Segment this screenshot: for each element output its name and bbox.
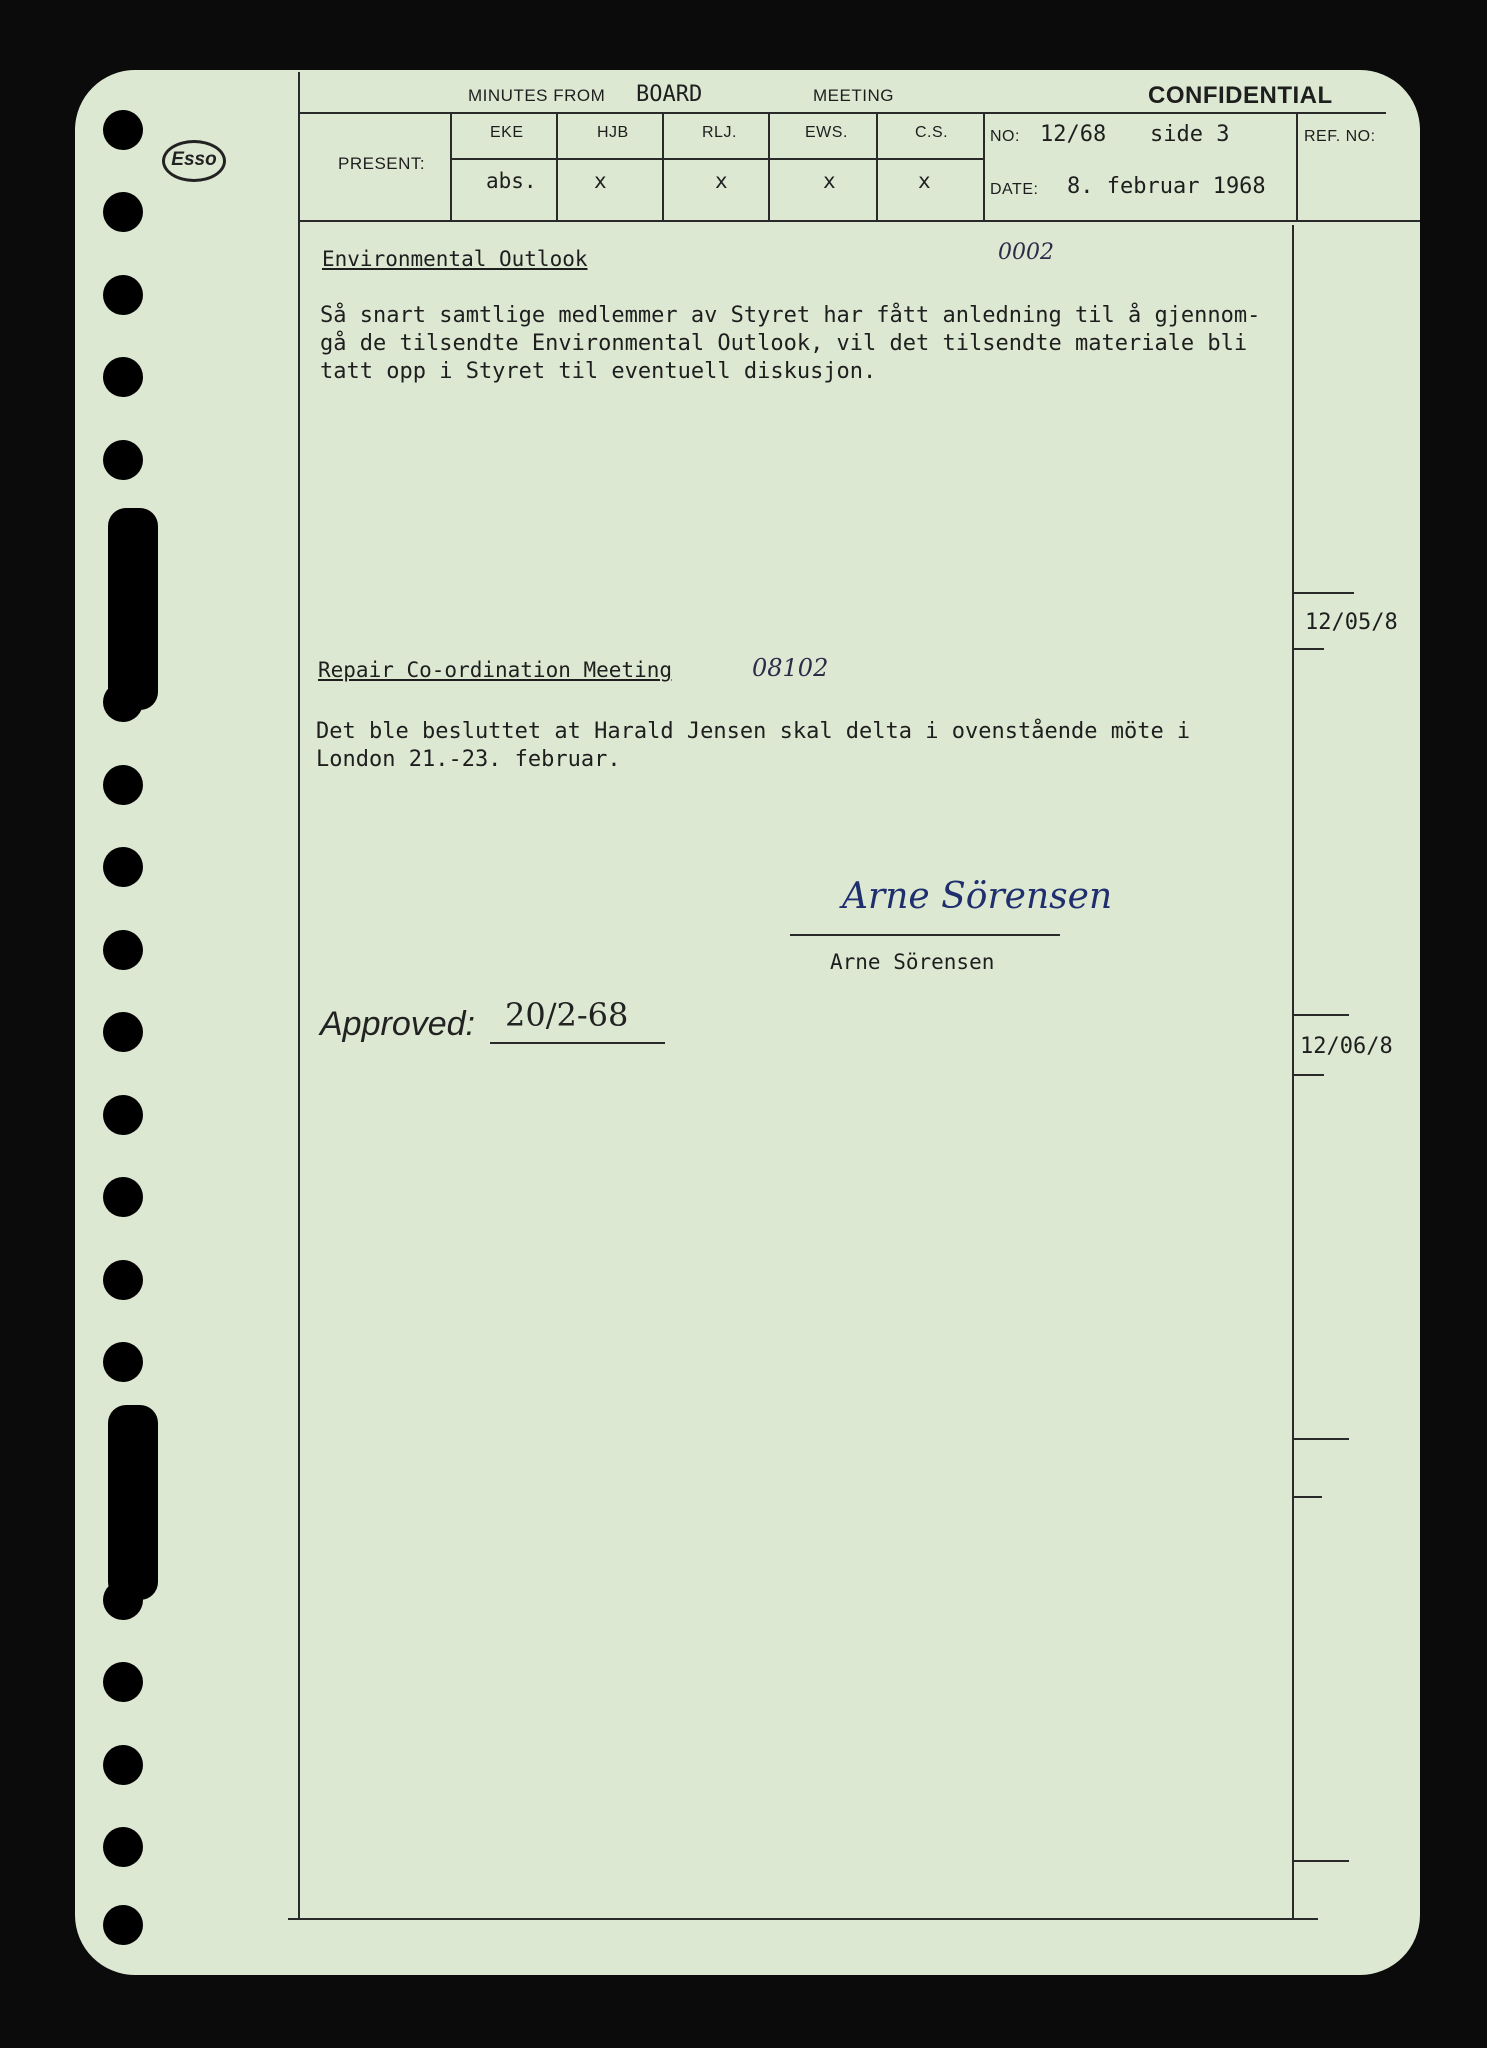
- handwritten-code-1: 0002: [998, 240, 1054, 265]
- date-label: DATE:: [990, 181, 1039, 198]
- member-ews: EWS.: [805, 124, 848, 141]
- attendance-hjb: x: [594, 169, 607, 193]
- no-label: NO:: [990, 128, 1020, 145]
- date-value: 8. februar 1968: [1067, 174, 1266, 199]
- section-body-repair-coordination: Det ble besluttet at Harald Jensen skal delta i ovenstående möte i London 21.-23. februar.: [316, 719, 1191, 772]
- attendance-cs: x: [918, 169, 931, 193]
- attendance-eke: abs.: [486, 169, 537, 193]
- minutes-from-value: BOARD: [636, 82, 703, 107]
- ref-no-label: REF. NO:: [1304, 128, 1376, 145]
- member-cs: C.S.: [915, 124, 949, 141]
- minutes-from-label: MINUTES FROM: [468, 86, 606, 105]
- present-label: PRESENT:: [338, 154, 426, 173]
- attendance-ews: x: [823, 169, 836, 193]
- esso-logo: Esso: [162, 140, 226, 182]
- approved-label: Approved:: [320, 1005, 475, 1043]
- member-hjb: HJB: [597, 124, 629, 141]
- ref-number-2: 12/06/8: [1300, 1034, 1393, 1059]
- member-rlj: RLJ.: [702, 124, 737, 141]
- section-title-environmental-outlook: Environmental Outlook: [322, 247, 588, 271]
- confidential-label: CONFIDENTIAL: [1148, 82, 1333, 109]
- signatory-name: Arne Sörensen: [830, 950, 995, 974]
- handwritten-code-2: 08102: [752, 654, 829, 682]
- member-eke: EKE: [490, 124, 524, 141]
- section-title-repair-coordination: Repair Co-ordination Meeting: [318, 658, 673, 682]
- section-body-environmental-outlook: Så snart samtlige medlemmer av Styret har fått anledning til å gjennom- gå de tilsendte Environmental Outlook, vil det tilsendte materiale bli tatt opp i Styret til eventuell diskusjon.: [320, 303, 1261, 384]
- page-side: side 3: [1150, 122, 1230, 147]
- no-value: 12/68: [1040, 122, 1107, 147]
- approved-date: 20/2-68: [505, 996, 629, 1034]
- signature-handwriting: Arne Sörensen: [842, 876, 1113, 917]
- meeting-label: MEETING: [813, 86, 894, 105]
- attendance-rlj: x: [715, 169, 728, 193]
- ref-number-1: 12/05/8: [1305, 610, 1398, 635]
